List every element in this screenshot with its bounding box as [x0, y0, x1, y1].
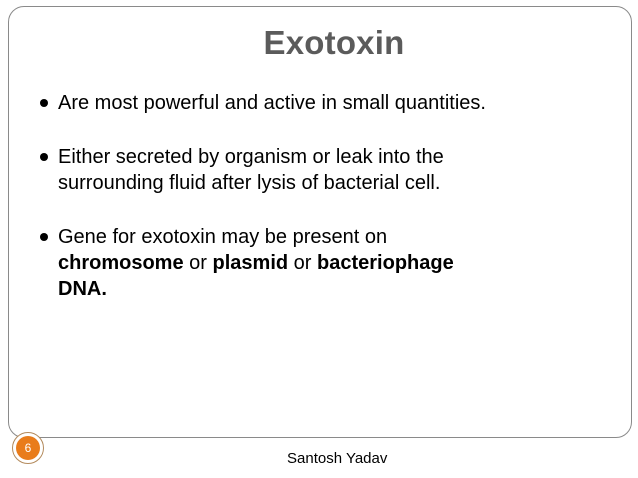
page-number-badge [12, 432, 44, 464]
term-chromosome: chromosome [58, 252, 184, 274]
term-dna: DNA. [58, 278, 107, 300]
term-plasmid: plasmid [212, 252, 289, 274]
connector-or: or [189, 252, 207, 274]
bullet-dot-icon [40, 99, 48, 107]
bullet-list [40, 90, 600, 302]
term-bacteriophage: bacteriophage [317, 252, 454, 274]
footer-author: Santosh Yadav [287, 450, 388, 467]
bullet-dot-icon [40, 233, 48, 241]
connector-or: or [293, 252, 312, 274]
page-number: 6 [16, 436, 40, 460]
bullet-text: Are most powerful and active in small quantities. [58, 92, 486, 114]
bullet-text-prefix: Gene for exotoxin may be present on [58, 226, 388, 248]
bullet-item [40, 144, 600, 196]
bullet-item [40, 224, 600, 302]
bullet-dot-icon [40, 153, 48, 161]
bullet-text-line-1: Either secreted by organism or leak into the [58, 146, 444, 168]
bullet-item [40, 90, 600, 116]
slide-title: Exotoxin [263, 24, 405, 61]
bullet-text-line-2: surrounding fluid after lysis of bacterial cell. [58, 172, 441, 194]
